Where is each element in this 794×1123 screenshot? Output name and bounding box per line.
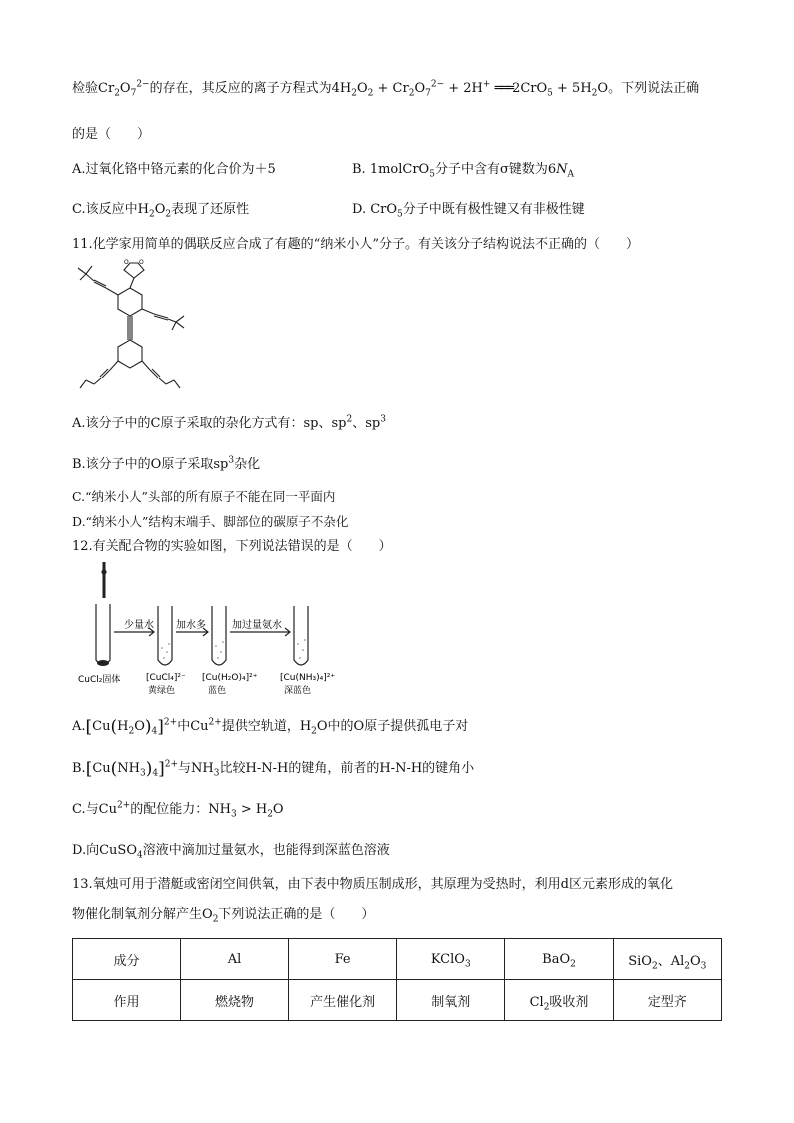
q11-option-a: A.该分子中的C原子采取的杂化方式有：sp、$sp^2$、$sp^3$ [72, 414, 386, 431]
tube-label-3: [Cu(NH₃)₄]²⁺ [280, 673, 336, 683]
table-cell: Al [181, 939, 289, 980]
q13-stem-line1: 13.氧烛可用于潜艇或密闭空间供氧，由下表中物质压制成形，其原理为受热时，利用d区元素形成的氧化 [72, 877, 673, 892]
table-cell: 成分 [73, 939, 181, 980]
q11-option-b: B.该分子中的O原子采取$sp^3$杂化 [72, 455, 261, 472]
q12-option-a: $A.[Cu(H_2O)_4]^{2+}$中$Cu^{2+}$提供空轨道，$H_2O$中的O原子提供孤电子对 [72, 717, 469, 737]
q10-stem-line2: 的是（ ） [72, 127, 151, 142]
q13-stem-line2: 物催化制氧剂分解产生$O_2$下列说法正确的是（ ） [72, 907, 375, 925]
q10-option-d: D. CrO$_5$分子中既有极性键又有非极性键 [352, 202, 585, 220]
q12-option-c: C.与$Cu^{2+}$的配位能力：$NH_3 > H_2O$ [72, 800, 284, 820]
table-cell: 作用 [73, 980, 181, 1021]
q10-option-a: A.过氧化铬中铬元素的化合价为＋5 [72, 162, 276, 177]
q11-option-c: C.“纳米小人”头部的所有原子不能在同一平面内 [72, 489, 336, 504]
q12-stem: 12.有关配合物的实验如图，下列说法错误的是（ ） [72, 539, 392, 554]
svg-text:O: O [124, 259, 129, 266]
q10-option-b: B. 1molCrO$_5$分子中含有σ键数为$6N_A$ [352, 162, 574, 180]
q10-stem-line1: 检验$Cr_2O_7^{2-}$的存在，其反应的离子方程式为$4H_2O_2 + Cr_2O_7^{2-} + 2H^+$ ═══2CrO$_5$ + $5H_2O$。下列说法正确 [72, 79, 700, 99]
nanoputian-structure-figure [72, 258, 192, 398]
svg-text:O: O [139, 259, 144, 266]
tube-label-1-color: 黄绿色 [148, 686, 176, 696]
table-cell: $Cl_2$吸收剂 [505, 980, 613, 1021]
table-cell: 制氧剂 [397, 980, 505, 1021]
complex-experiment-figure [72, 560, 352, 700]
table-cell: 定型齐 [613, 980, 721, 1021]
table-cell: 产生催化剂 [289, 980, 397, 1021]
table-cell: 燃烧物 [181, 980, 289, 1021]
table-cell: BaO$_2$ [505, 939, 613, 980]
table-cell: Fe [289, 939, 397, 980]
tube-label-2: [Cu(H₂O)₄]²⁺ [202, 673, 258, 683]
q10-option-c: C.该反应中$H_2O_2$表现了还原性 [72, 202, 250, 220]
arrow-label-2: 加水多 [176, 620, 206, 631]
tube-label-0: CuCl₂固体 [78, 675, 121, 685]
table-row [73, 939, 722, 980]
q11-stem: 11.化学家用简单的偶联反应合成了有趣的“纳米小人”分子。有关该分子结构说法不正确的（ ） [72, 237, 639, 252]
q12-option-b: $B.[Cu(NH_3)_4]^{2+}$与$NH_3$比较H-N-H的键角，前者的H-N-H的键角小 [72, 759, 475, 779]
table-cell: KClO$_3$ [397, 939, 505, 980]
tube-label-1: [CuCl₄]²⁻ [146, 673, 186, 683]
tube-label-2-color: 蓝色 [208, 686, 227, 696]
tube-label-3-color: 深蓝色 [284, 686, 312, 696]
table-cell: SiO$_2$、$Al_2O_3$ [613, 939, 721, 980]
arrow-label-3: 加过量氨水 [232, 620, 282, 631]
q13-composition-table [72, 938, 722, 1021]
q11-option-d: D.“纳米小人”结构末端手、脚部位的碳原子不杂化 [72, 514, 349, 529]
arrow-label-1: 少量水 [124, 620, 154, 631]
q12-option-d: D.向CuSO$_4$溶液中滴加过量氨水，也能得到深蓝色溶液 [72, 843, 390, 861]
table-row [73, 980, 722, 1021]
